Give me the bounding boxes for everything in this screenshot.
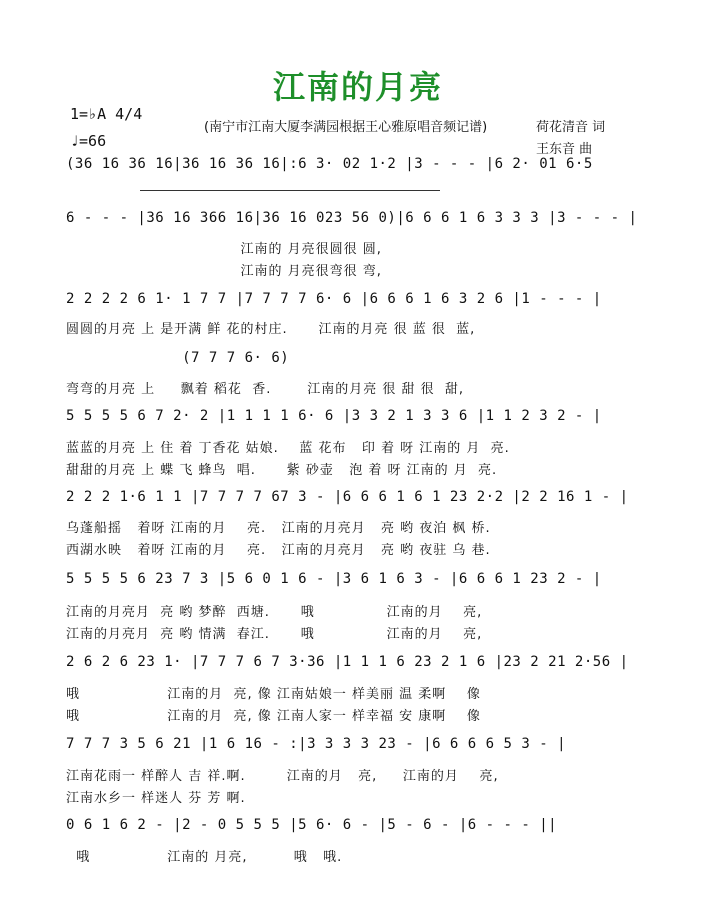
lyric-line: 江南的月亮月 亮 哟 梦醉 西塘. 哦 江南的月 亮, [66,605,483,620]
lyric-line: 西湖水映 着呀 江南的月 亮. 江南的月亮月 亮 哟 夜驻 乌 巷. [66,543,491,558]
notation-row: 0 6 1 6 2 - |2 - 0 5 5 5 |5 6· 6 - |5 - 6 - |6 - - - || [66,817,558,833]
composer-credit: 王东音 曲 [536,142,593,157]
volta-bracket [140,190,440,191]
lyric-line: 蓝蓝的月亮 上 住 着 丁香花 姑娘. 蓝 花布 印 着 呀 江南的 月 亮. [66,441,510,456]
notation-row: 5 5 5 5 6 23 7 3 |5 6 0 1 6 - |3 6 1 6 3 - |6 6 6 1 23 2 - | [66,571,602,587]
lyric-line: 江南的 月亮很弯很 弯, [66,264,382,279]
song-title: 江南的月亮 [272,68,443,106]
lyric-line: 哦 江南的 月亮, 哦 哦. [66,850,343,865]
notation-row: 2 6 2 6 23 1· |7 7 7 6 7 3·36 |1 1 1 6 23 2 1 6 |23 2 21 2·56 | [66,654,629,670]
lyric-line: 乌蓬船摇 着呀 江南的月 亮. 江南的月亮月 亮 哟 夜泊 枫 桥. [66,521,491,536]
lyric-line: 江南的 月亮很圆很 圆, [66,242,382,257]
lyricist-credit: 荷花清音 词 [536,120,606,135]
lyric-line: 江南花雨一 样醉人 吉 祥.啊. 江南的月 亮, 江南的月 亮, [66,769,499,784]
notation-row: 6 - - - |36 16 366 16|36 16 023 56 0)|6 6 6 1 6 3 3 3 |3 - - - | [66,210,638,226]
tempo-marking: ♩=66 [70,132,107,150]
lyric-line: 哦 江南的月 亮, 像 江南人家一 样幸福 安 康啊 像 [66,709,481,724]
lyric-line: 江南的月亮月 亮 哟 情满 春江. 哦 江南的月 亮, [66,627,483,642]
key-signature: 1=♭A 4/4 [70,105,143,123]
lyric-line: 圆圆的月亮 上 是开满 鲜 花的村庄. 江南的月亮 很 蓝 很 蓝, [66,322,476,337]
lyric-line: 哦 江南的月 亮, 像 江南姑娘一 样美丽 温 柔啊 像 [66,687,481,702]
lyric-line: 弯弯的月亮 上 飘着 稻花 香. 江南的月亮 很 甜 很 甜, [66,382,465,397]
notation-row: 2 2 2 2 6 1· 1 7 7 |7 7 7 7 6· 6 |6 6 6 1 6 3 2 6 |1 - - - | [66,291,602,307]
lyric-line: 江南水乡一 样迷人 芬 芳 啊. [66,791,246,806]
notation-row: (7 7 7 6· 6) [66,350,290,366]
notation-row: (36 16 36 16|36 16 36 16|:6 3· 02 1·2 |3 - - - |6 2· 01 6·5 [66,156,593,172]
notation-row: 5 5 5 5 6 7 2· 2 |1 1 1 1 6· 6 |3 3 2 1 3 3 6 |1 1 2 3 2 - | [66,408,602,424]
notation-row: 7 7 7 3 5 6 21 |1 6 16 - :|3 3 3 3 23 - |6 6 6 6 5 3 - | [66,736,567,752]
transcription-source: (南宁市江南大厦李满园根据王心雅原唱音频记谱) [204,120,488,135]
lyric-line: 甜甜的月亮 上 蝶 飞 蜂鸟 唱. 紫 砂壶 泡 着 呀 江南的 月 亮. [66,463,498,478]
notation-row: 2 2 2 1·6 1 1 |7 7 7 7 67 3 - |6 6 6 1 6 1 23 2·2 |2 2 16 1 - | [66,489,629,505]
